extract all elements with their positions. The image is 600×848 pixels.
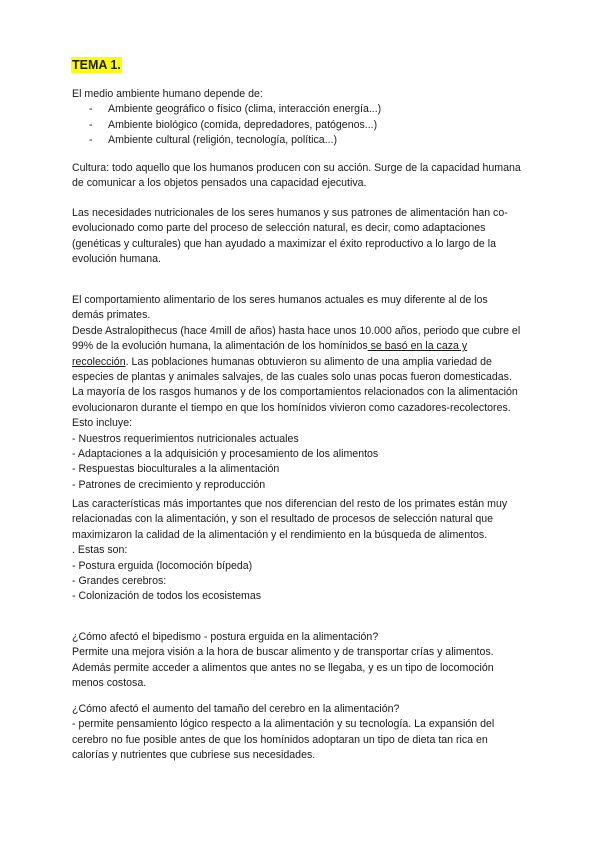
brain-question: ¿Cómo afectó el aumento del tamaño del cerebro en la alimentación? [72,703,400,715]
characteristics-section [72,497,522,605]
culture-paragraph: Cultura: todo aquello que los humanos producen con su acción. Surge de la capacidad humana de comunicar a los objetos pensados una capacidad ejecutiva. [72,162,521,190]
environment-section [72,87,522,149]
list-item: - Respuestas bioculturales a la alimentación [72,463,280,476]
list-item: - Patrones de crecimiento y reproducción [72,478,266,491]
list-item: - Postura erguida (locomoción bípeda) [72,559,253,572]
brain-section [72,702,522,764]
characteristics-lead: . Estas son: [72,544,128,557]
nutrition-paragraph: Las necesidades nutricionales de los seres humanos y sus patrones de alimentación han co-evolucionado como parte del proceso de selección natural, es decir, como adaptaciones (genéticas y culturales) que han ayudado a maximizar el éxito reproductivo a lo largo de la evolución humana. [72,207,508,266]
evolution-paragraph: Desde Astralopithecus (hace 4mill de años) hasta hace unos 10.000 años, periodo que cubre el 99% de la evolución humana, la alimentación de los homínidos se basó en la caza y recolección. Las poblaciones humanas obtuvieron su alimento de una amplia variedad de especies de plantas y animales salvajes, de las cuales solo unas pocas fueron domesticadas. La mayoría de los rasgos humanos y de los comportamientos relacionados con la alimentación evolucionaron durante el tiempo en que los homínidos vivieron como cazadores-recolectores. Esto incluye: [72,324,521,430]
bipedalism-question: ¿Cómo afectó el bipedismo - postura erguida en la alimentación? [72,631,379,643]
list-item: - Nuestros requerimientos nutricionales actuales [72,432,299,445]
bullet-item: - Ambiente biológico (comida, depredadores, patógenos...) [89,118,378,131]
underlined-phrase: se basó en la caza y recolección [72,340,468,368]
bipedalism-section [72,630,522,692]
behaviour-intro: El comportamiento alimentario de los seres humanos actuales es muy diferente al de los demás primates. [72,294,488,322]
bullet-item: - Ambiente geográfico o físico (clima, interacción energía...) [89,103,382,116]
page-title: TEMA 1. [72,58,121,72]
feeding-behaviour-section [72,293,522,493]
bipedalism-answer: Permite una mejora visión a la hora de buscar alimento y de transportar crías y alimentos. Además permite acceder a alimentos que antes no se llegaba, y es un tipo de locomoción menos costosa. [72,646,494,690]
brain-answer: - permite pensamiento lógico respecto a la alimentación y su tecnología. La expansión del cerebro no fue posible antes de que los homínidos adoptaran un tipo de dieta tan rica en calorías y nutrientes que cubriese sus necesidades. [72,718,495,762]
list-item: - Grandes cerebros: [72,575,167,588]
characteristics-paragraph: Las características más importantes que nos diferencian del resto de los primates están muy relacionadas con la alimentación, y son el resultado de procesos de selección natural que maximizaron la calidad de la alimentación y el rendimiento en la búsqueda de alimentos. [72,498,508,541]
list-item: - Colonización de todos los ecosistemas [72,590,262,603]
environment-intro: El medio ambiente humano depende de: [72,88,263,100]
list-item: - Adaptaciones a la adquisición y procesamiento de los alimentos [72,448,379,461]
bullet-item: - Ambiente cultural (religión, tecnología, política...) [89,134,338,147]
